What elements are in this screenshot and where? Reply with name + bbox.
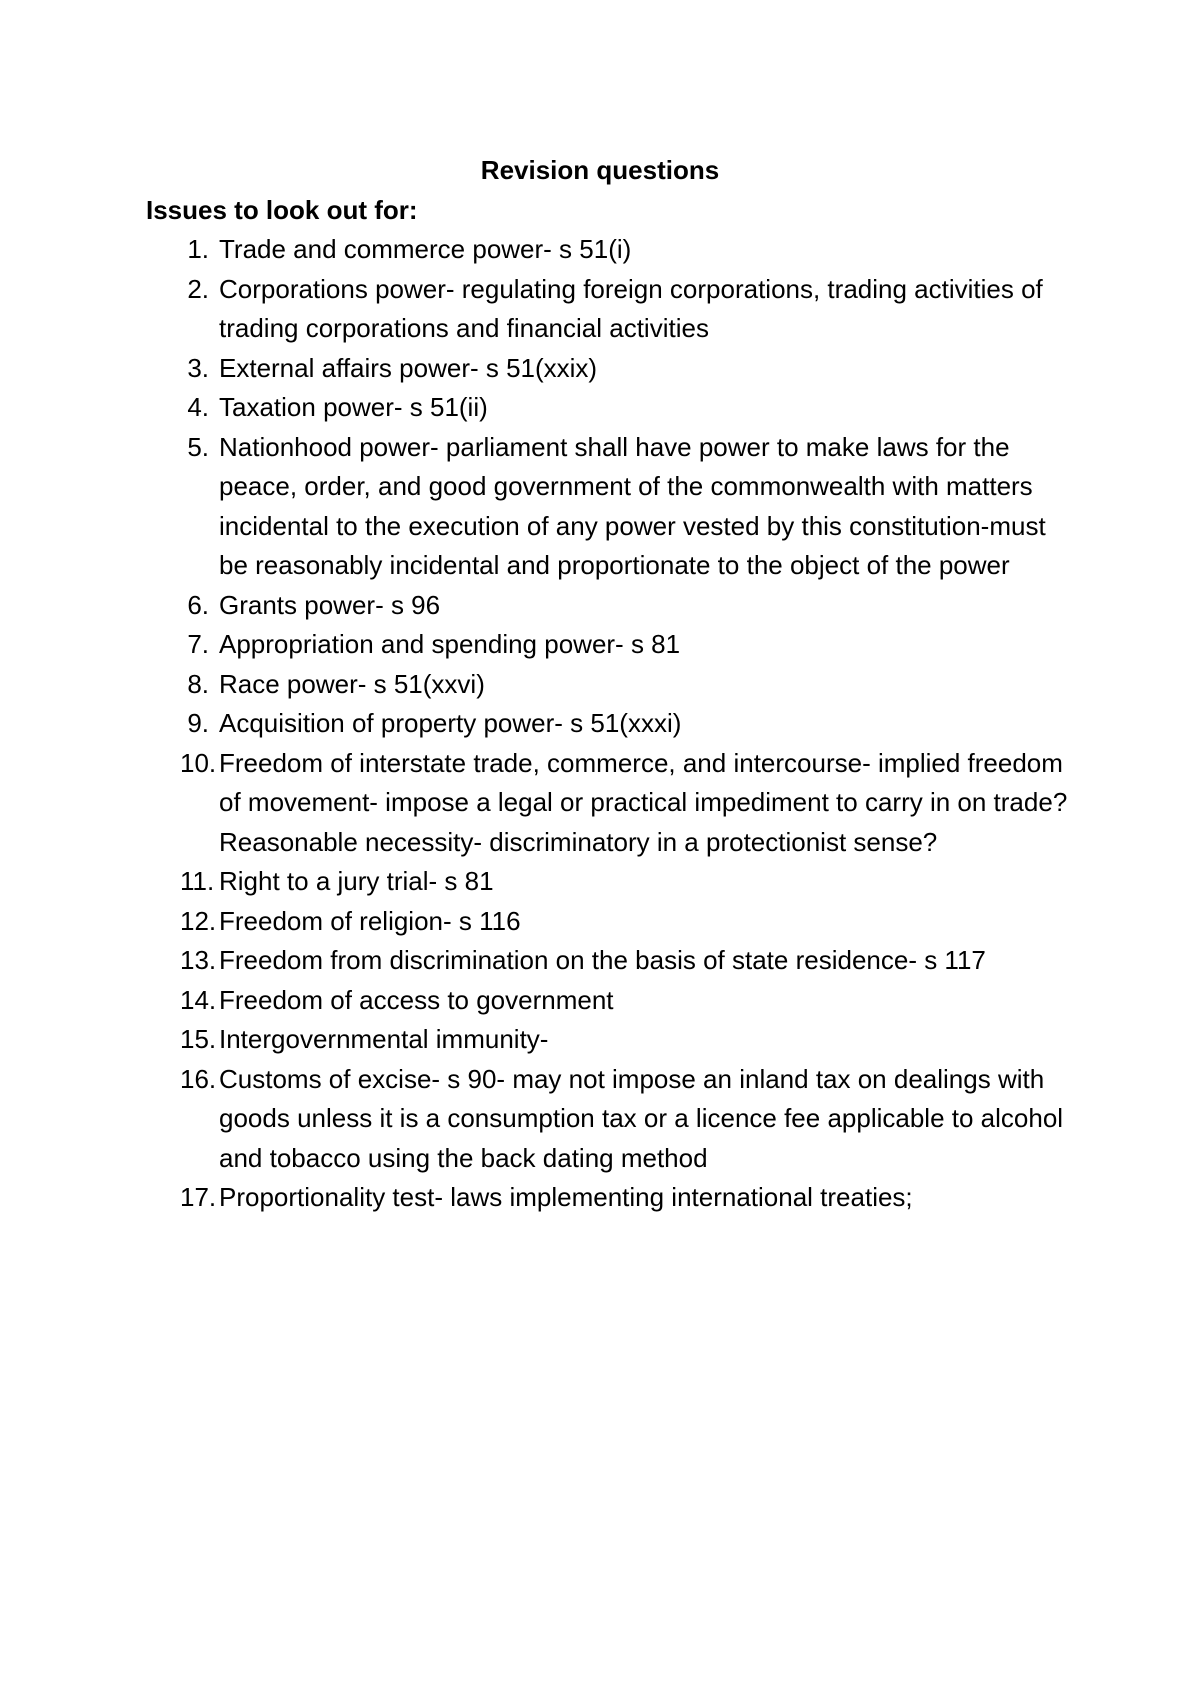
list-item-number: 13. [180,945,217,975]
list-item [146,230,1076,270]
list-item-text: Taxation power- s 51(ii) [219,392,488,422]
list-item-number: 16. [180,1063,217,1094]
list-item-text: Freedom from discrimination on the basis of state residence- s 117 [219,945,986,975]
list-item-number: 12. [180,905,217,936]
list-item [146,388,1076,428]
list-item [146,625,1076,665]
list-item [146,270,1076,349]
list-item-text: Appropriation and spending power- s 81 [219,629,681,659]
list-item-number: 5. [187,431,209,462]
list-item-text: Acquisition of property power- s 51(xxxi) [219,708,682,738]
list-item-text: Freedom of religion- s 116 [219,905,521,936]
list-item-number: 4. [187,392,209,422]
list-item-number: 9. [187,708,209,738]
list-item-number: 11. [180,866,215,896]
list-item [146,349,1076,389]
list-item-text: Customs of excise- s 90- may not impose an inland tax on dealings with goods unless it is a consumption tax or a licence fee applicable to alcohol and tobacco using the back dating method [219,1063,1064,1173]
list-item-text: Right to a jury trial- s 81 [219,866,494,896]
list-item [146,586,1076,626]
list-item-text: Intergovernmental immunity- [219,1024,549,1054]
list-item-text: Proportionality test- laws implementing international treaties; [219,1182,913,1212]
list-item [146,1060,1076,1179]
page-title: Revision questions [480,155,720,185]
section-heading: Issues to look out for: [146,195,418,225]
list-item [146,981,1076,1021]
list-item-text: Nationhood power- parliament shall have power to make laws for the peace, order, and good government of the commonwealth with matters incidental to the execution of any power vested by this constitution-must be reasonably incidental and proportionate to the object of the power [219,431,1046,580]
list-item [146,665,1076,705]
list-item-number: 10. [180,747,217,778]
list-item-number: 7. [187,629,209,659]
list-item-text: Corporations power- regulating foreign corporations, trading activities of trading corporations and financial activities [219,273,1043,343]
list-item-number: 8. [187,668,209,699]
list-item-text: Trade and commerce power- s 51(i) [219,234,632,264]
list-item-text: Freedom of interstate trade, commerce, and intercourse- implied freedom of movement- impose a legal or practical impediment to carry in on trade? Reasonable necessity- discriminatory in a protectionist sense? [219,747,1068,857]
list-item [146,902,1076,942]
list-item [146,1020,1076,1060]
list-item [146,862,1076,902]
list-item-number: 15. [180,1024,217,1054]
list-item [146,941,1076,981]
list-item-number: 2. [187,273,209,304]
list-item [146,428,1076,586]
list-item-number: 1. [187,234,209,264]
list-item-text: Grants power- s 96 [219,589,441,620]
list-item-text: External affairs power- s 51(xxix) [219,352,598,383]
issues-list [146,230,1076,1218]
list-item-number: 14. [180,984,217,1015]
list-item [146,744,1076,863]
list-item-number: 3. [187,352,209,383]
list-item-number: 6. [187,589,209,620]
list-item [146,1178,1076,1218]
list-item-text: Race power- s 51(xxvi) [219,668,485,699]
list-item-number: 17. [180,1182,217,1212]
list-item [146,704,1076,744]
list-item-text: Freedom of access to government [219,984,614,1015]
